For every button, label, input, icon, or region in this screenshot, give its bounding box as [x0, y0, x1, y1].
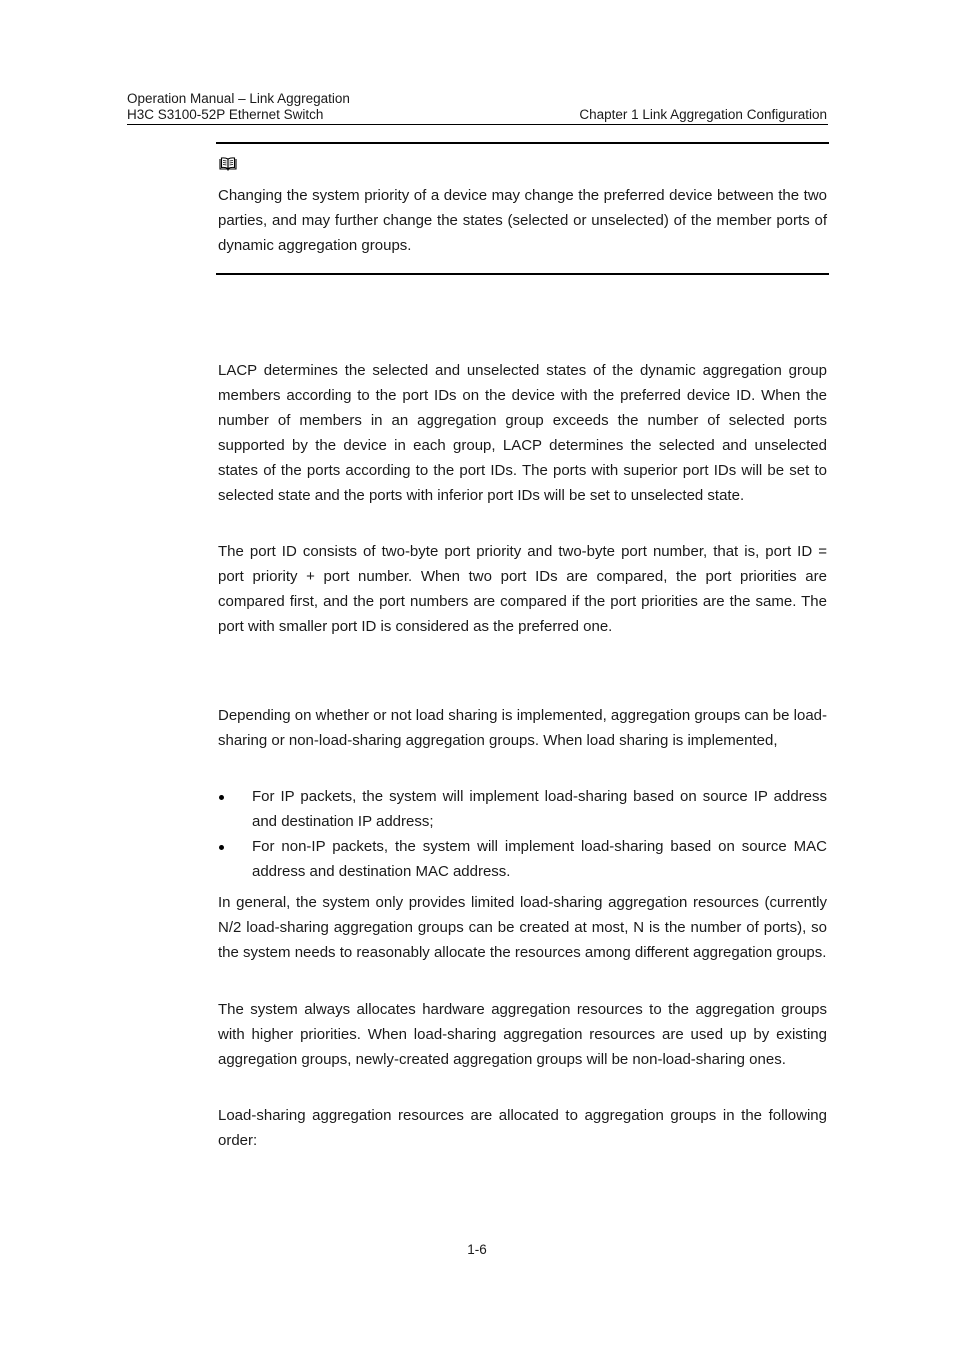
page-number: 1-6 — [467, 1242, 487, 1257]
list-item-text: For IP packets, the system will implement load-sharing based on source IP address and destination IP address; — [252, 788, 827, 830]
paragraph-lacp-states: LACP determines the selected and unselected states of the dynamic aggregation group members according to the port IDs on the device with the preferred device ID. When the number of members in an aggregation group exceeds the number of selected ports supported by the device in each group, LACP determines the selected and unselected states of the ports according to the port IDs. The ports with superior port IDs will be set to selected state and the ports with inferior port IDs will be set to unselected state. — [218, 362, 827, 504]
header-divider — [127, 124, 828, 125]
book-icon — [219, 157, 237, 171]
paragraph-port-id: The port ID consists of two-byte port priority and two-byte port number, that is, port ID = port priority + port number. When two port IDs are compared, the port priorities are compared first, and the port numbers are compared if the port priorities are the same. The port with smaller port ID is considered as the preferred one. — [218, 543, 827, 635]
note-text: Changing the system priority of a device may change the preferred device between the two parties, and may further change the states (selected or unselected) of the member ports of dynamic aggregation groups. — [218, 187, 827, 254]
paragraph-allocation-order: Load-sharing aggregation resources are allocated to aggregation groups in the following order: — [218, 1107, 827, 1149]
load-sharing-bullet-list — [218, 784, 827, 884]
bullet-icon — [219, 795, 224, 800]
paragraph-limited-resources: In general, the system only provides limited load-sharing aggregation resources (currently N/2 load-sharing aggregation groups can be created at most, N is the number of ports), so the system needs to reasonably allocate the resources among different aggregation groups. — [218, 894, 827, 961]
list-item — [218, 834, 827, 884]
paragraph-allocation-priority: The system always allocates hardware aggregation resources to the aggregation groups with higher priorities. When load-sharing aggregation resources are used up by existing aggregation groups, newly-created aggregation groups will be non-load-sharing ones. — [218, 1001, 827, 1068]
note-top-divider — [216, 142, 829, 144]
product-name: H3C S3100-52P Ethernet Switch — [127, 107, 324, 122]
chapter-title: Chapter 1 Link Aggregation Configuration — [579, 107, 827, 122]
note-bottom-divider — [216, 273, 829, 275]
list-item-text: For non-IP packets, the system will implement load-sharing based on source MAC address and destination MAC address. — [252, 838, 827, 880]
paragraph-load-sharing-intro: Depending on whether or not load sharing is implemented, aggregation groups can be load-sharing or non-load-sharing aggregation groups. When load sharing is implemented, — [218, 707, 827, 749]
bullet-icon — [219, 845, 224, 850]
list-item — [218, 784, 827, 834]
manual-title: Operation Manual – Link Aggregation — [127, 91, 350, 106]
page-header — [127, 91, 827, 123]
